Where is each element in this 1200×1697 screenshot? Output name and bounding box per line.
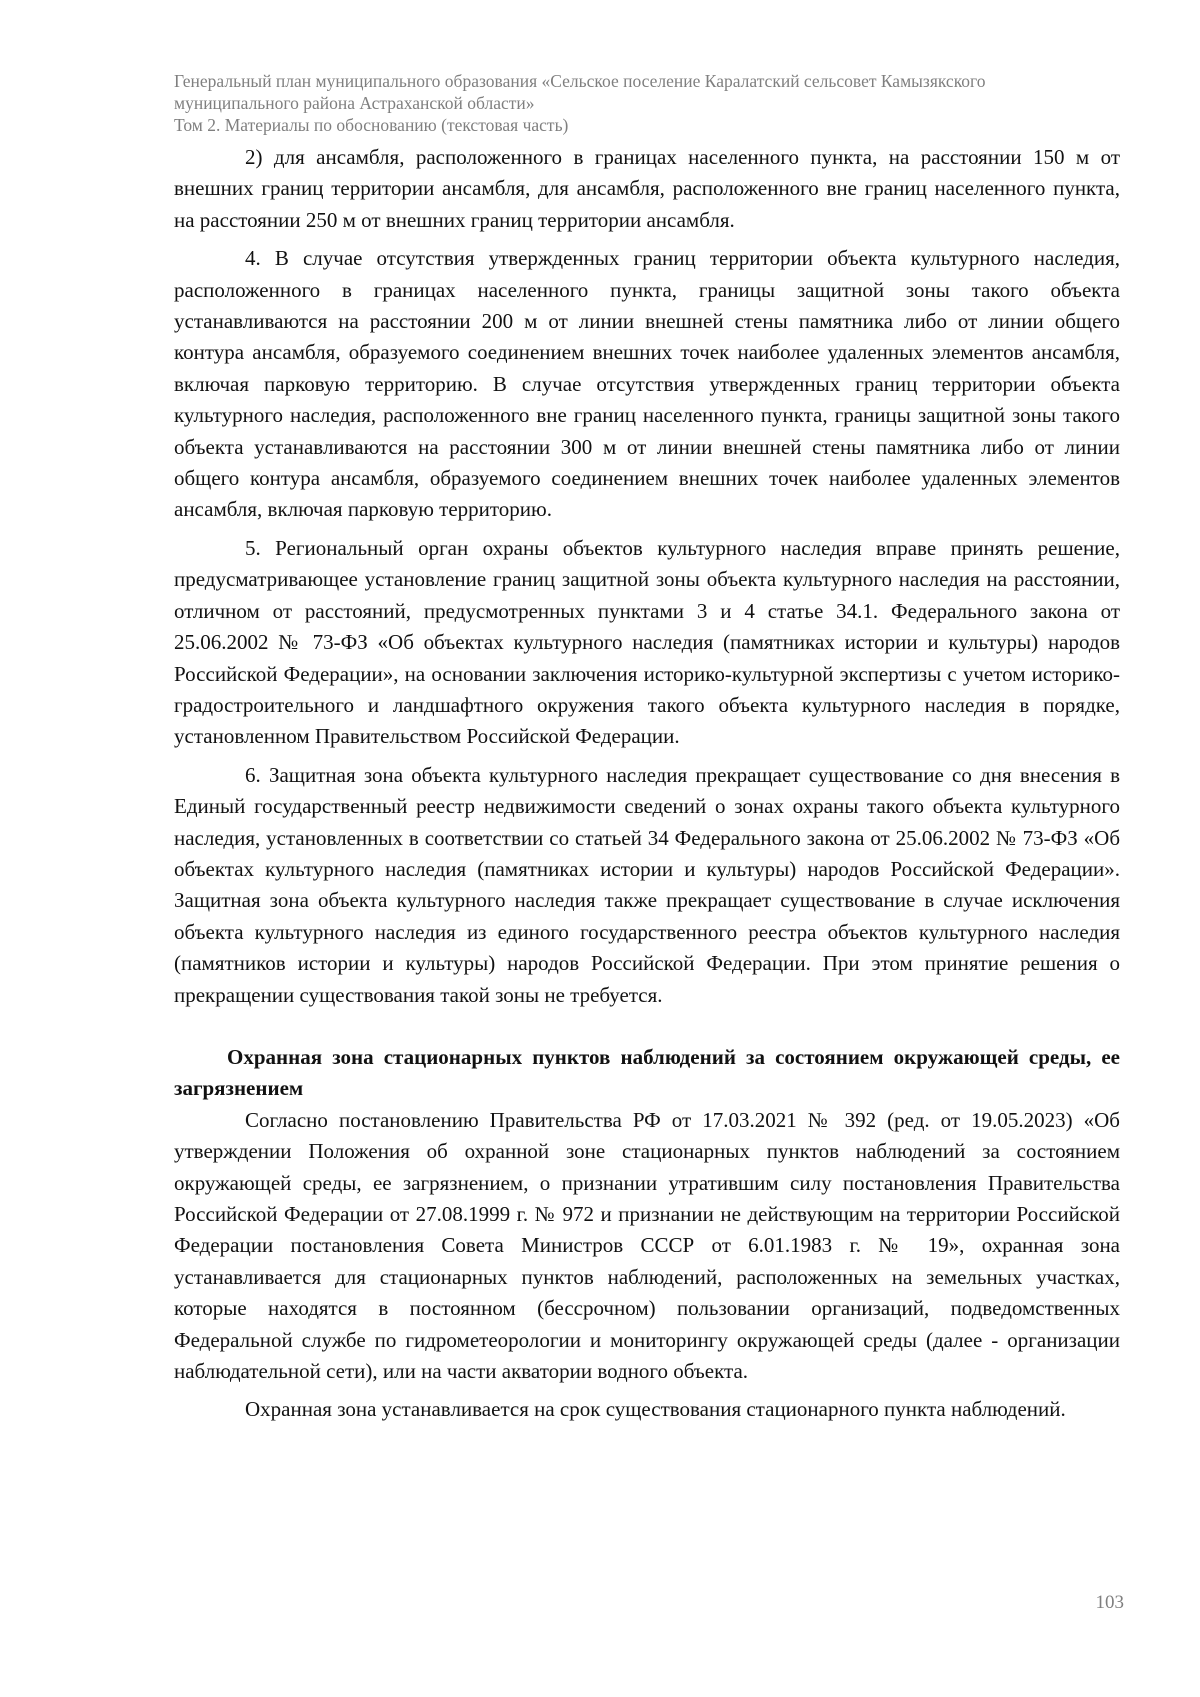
document-body bbox=[174, 142, 1120, 1426]
page-number: 103 bbox=[1095, 1592, 1124, 1613]
paragraph-item-4: 4. В случае отсутствия утвержденных границ территории объекта культурного наследия, расположенного в границах населенного пункта, границы защитной зоны такого объекта устанавливаются на расстоянии 200 м от линии внешней стены памятника либо от линии общего контура ансамбля, образуемого соединением внешних точек наиболее удаленных элементов ансамбля, включая парковую территорию. В случае отсутствия утвержденных границ территории объекта культурного наследия, расположенного вне границ населенного пункта, границы защитной зоны такого объекта устанавливаются на расстоянии 300 м от линии внешней стены памятника либо от линии общего контура ансамбля, образуемого соединением внешних точек наиболее удаленных элементов ансамбля, включая парковую территорию. bbox=[174, 246, 1120, 522]
running-header bbox=[174, 70, 1134, 136]
paragraph-item-6: 6. Защитная зона объекта культурного наследия прекращает существование со дня внесения в Единый государственный реестр недвижимости сведений о зонах охраны такого объекта культурного наследия, установленных в соответствии со статьей 34 Федерального закона от 25.06.2002 № 73-ФЗ «Об объектах культурного наследия (памятниках истории и культуры) народов Российской Федерации». Защитная зона объекта культурного наследия также прекращает существование в случае исключения объекта культурного наследия из единого государственного реестра объектов культурного наследия (памятников истории и культуры) народов Российской Федерации. При этом принятие решения о прекращении существования такой зоны не требуется. bbox=[174, 762, 1120, 1007]
section-heading: Охранная зона стационарных пунктов наблюдений за состоянием окружающей среды, ее загрязнением bbox=[174, 1044, 1120, 1101]
paragraph-term: Охранная зона устанавливается на срок существования стационарного пункта наблюдений. bbox=[245, 1397, 1066, 1422]
header-line-1: Генеральный план муниципального образования «Сельское поселение Каралатский сельсовет Камызякского bbox=[174, 71, 986, 91]
header-line-2: муниципального района Астраханской области» bbox=[174, 93, 535, 113]
paragraph-regulation: Согласно постановлению Правительства РФ от 17.03.2021 № 392 (ред. от 19.05.2023) «Об утверждении Положения об охранной зоне стационарных пунктов наблюдений за состоянием окружающей среды, ее загрязнением, о признании утратившим силу постановления Правительства Российской Федерации от 27.08.1999 г. № 972 и признании не действующим на территории Российской Федерации постановления Совета Министров СССР от 6.01.1983 г. № 19», охранная зона устанавливается для стационарных пунктов наблюдений, расположенных на земельных участках, которые находятся в постоянном (бессрочном) пользовании организаций, подведомственных Федеральной службе по гидрометеорологии и мониторингу окружающей среды (далее - организации наблюдательной сети), или на части акватории водного объекта. bbox=[174, 1107, 1120, 1384]
paragraph-item-5: 5. Региональный орган охраны объектов культурного наследия вправе принять решение, предусматривающее установление границ защитной зоны объекта культурного наследия на расстоянии, отличном от расстояний, предусмотренных пунктами 3 и 4 статье 34.1. Федерального закона от 25.06.2002 № 73-ФЗ «Об объектах культурного наследия (памятниках истории и культуры) народов Российской Федерации», на основании заключения историко-культурной экспертизы с учетом историко-градостроительного и ландшафтного окружения такого объекта культурного наследия в порядке, установленном Правительством Российской Федерации. bbox=[174, 535, 1120, 749]
paragraph-item-2: 2) для ансамбля, расположенного в границах населенного пункта, на расстоянии 150 м от внешних границ территории ансамбля, для ансамбля, расположенного вне границ населенного пункта, на расстоянии 250 м от внешних границ территории ансамбля. bbox=[174, 145, 1120, 232]
header-line-3: Том 2. Материалы по обоснованию (текстовая часть) bbox=[174, 115, 569, 135]
